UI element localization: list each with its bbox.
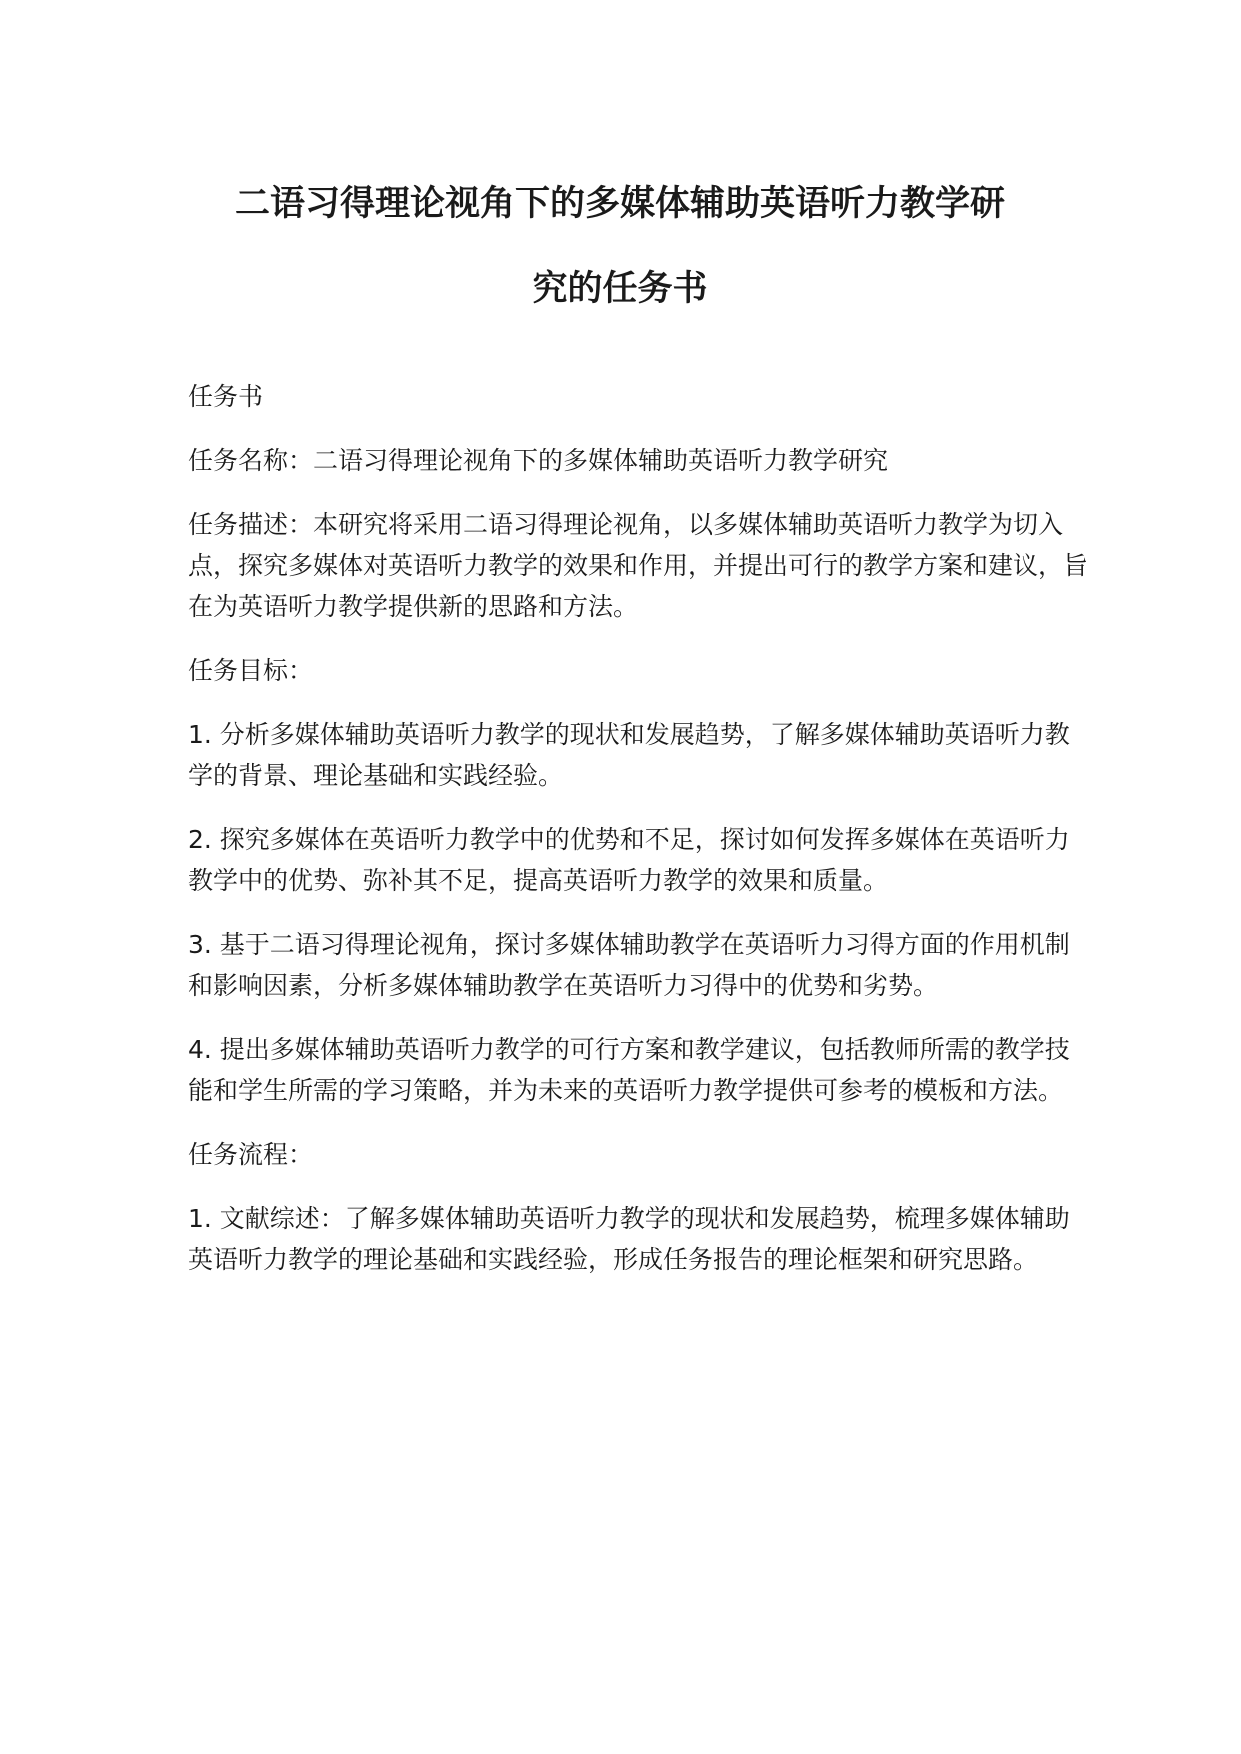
document-title-line-1: 二语习得理论视角下的多媒体辅助英语听力教学研	[234, 184, 1005, 224]
document-title-line-2: 究的任务书	[532, 269, 708, 309]
goal-item-4: 4. 提出多媒体辅助英语听力教学的可行方案和教学建议，包括教师所需的教学技能和学生所需的学习策略，并为未来的英语听力教学提供可参考的模板和方法。	[188, 1035, 1070, 1105]
task-description-paragraph: 任务描述：本研究将采用二语习得理论视角，以多媒体辅助英语听力教学为切入点，探究多媒体对英语听力教学的效果和作用，并提出可行的教学方案和建议，旨在为英语听力教学提供新的思路和方法。	[188, 510, 1089, 621]
section-heading-task-book: 任务书	[188, 382, 264, 411]
section-heading-task-goals: 任务目标：	[188, 656, 314, 685]
section-heading-task-process: 任务流程：	[188, 1140, 314, 1169]
goal-item-3: 3. 基于二语习得理论视角，探讨多媒体辅助教学在英语听力习得方面的作用机制和影响因素，分析多媒体辅助教学在英语听力习得中的优势和劣势。	[188, 930, 1070, 1000]
document-body	[188, 376, 1088, 1303]
goal-item-2: 2. 探究多媒体在英语听力教学中的优势和不足，探讨如何发挥多媒体在英语听力教学中的优势、弥补其不足，提高英语听力教学的效果和质量。	[188, 825, 1070, 895]
process-item-1: 1. 文献综述：了解多媒体辅助英语听力教学的现状和发展趋势，梳理多媒体辅助英语听力教学的理论基础和实践经验，形成任务报告的理论框架和研究思路。	[188, 1204, 1070, 1274]
task-name-paragraph: 任务名称：二语习得理论视角下的多媒体辅助英语听力教学研究	[188, 446, 889, 475]
goal-item-1: 1. 分析多媒体辅助英语听力教学的现状和发展趋势，了解多媒体辅助英语听力教学的背景、理论基础和实践经验。	[188, 720, 1070, 790]
